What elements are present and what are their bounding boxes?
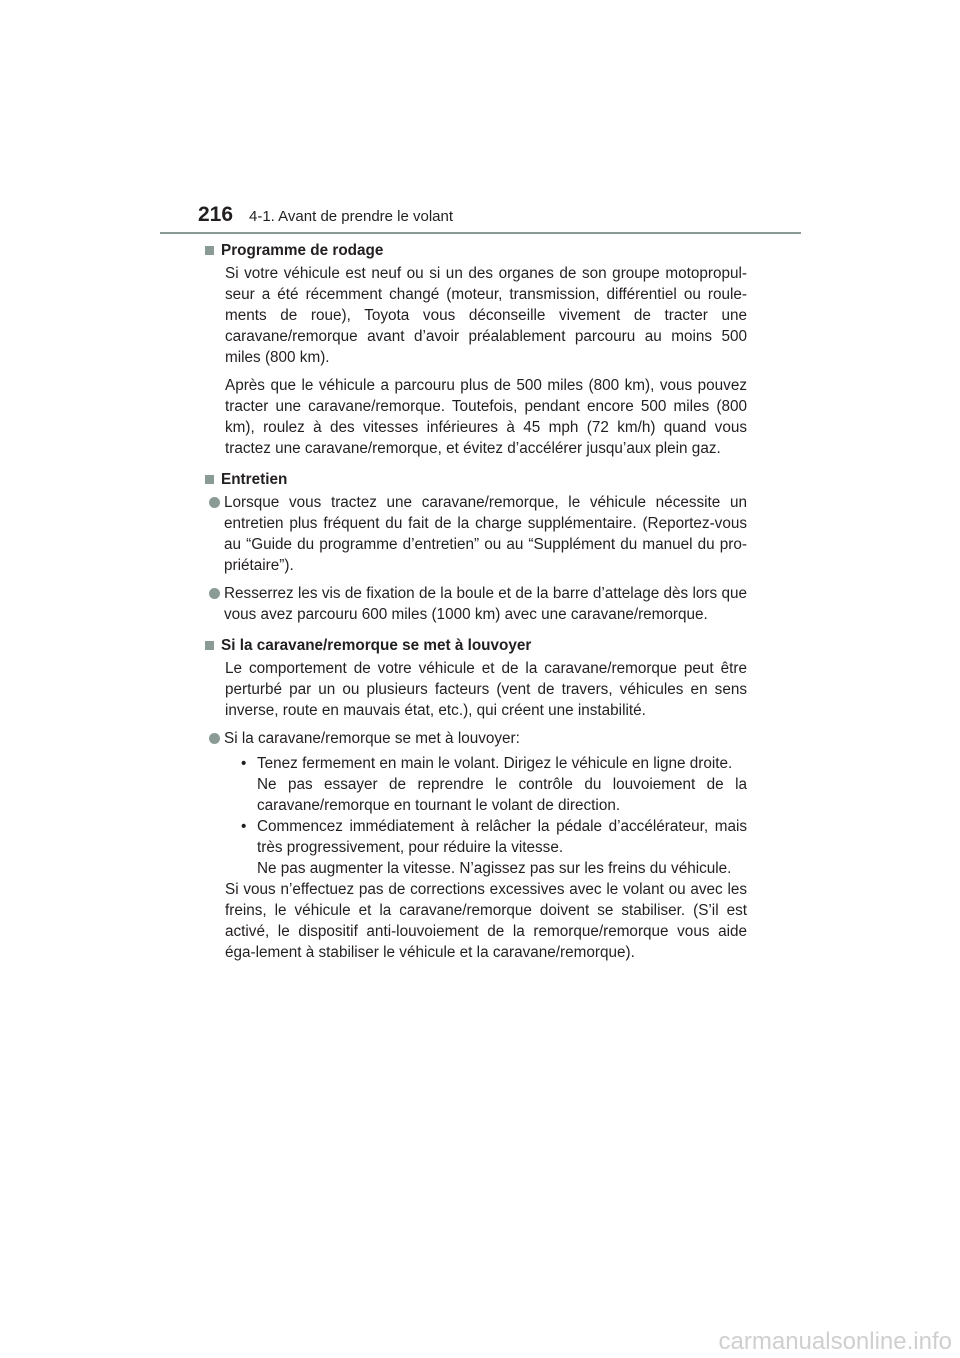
dot-bullet-icon: • [241,755,247,772]
section-heading-louvoyer [205,635,747,656]
circle-bullet-icon [209,733,220,744]
list-item [205,583,747,625]
page-number: 216 [198,203,234,226]
list-item-text: Si la caravane/remorque se met à louvoyer: [224,730,520,747]
sub-list-line: Commencez immédiatement à relâcher la pédale d’accélérateur, mais très progressivement, pour réduire la vitesse. [257,818,747,856]
watermark: carmanualsonline.info [718,1328,952,1355]
circle-bullet-icon [209,588,220,599]
sub-list-line: Ne pas essayer de reprendre le contrôle du louvoiement de la caravane/remorque en tournant le volant de direction. [257,776,747,814]
section-heading-rodage [205,240,747,261]
dot-bullet-icon: • [241,818,247,835]
section-heading-entretien [205,469,747,490]
section-title: 4-1. Avant de prendre le volant [249,208,454,225]
paragraph: Après que le véhicule a parcouru plus de 500 miles (800 km), vous pouvez tracter une caravane/remorque. Toutefois, pendant encore 500 miles (800 km), roulez à des vitesses inférieures à 45 mph (72 km/h) quand vous tractez une caravane/remorque, et évitez d’accélérer jusqu’aux plein gaz. [225,377,747,457]
paragraph: Le comportement de votre véhicule et de la caravane/remorque peut être perturbé par un ou plusieurs facteurs (vent de travers, véhicules en sens inverse, route en mauvais état, etc.), qui créent une instabilité. [225,660,747,719]
page-content [205,240,747,963]
paragraph: Si vous n’effectuez pas de corrections excessives avec le volant ou avec les freins, le véhicule et la caravane/remorque doivent se stabiliser. (S’il est activé, le dispositif anti-louvoiement de la remorque/remorque vous aide éga-lement à stabiliser le véhicule et la caravane/remorque). [225,881,747,961]
sub-list-item [241,816,747,879]
paragraph: Si votre véhicule est neuf ou si un des organes de son groupe motopropul-seur a été récemment changé (moteur, transmission, différentiel ou roule-ments de roue), Toyota vous déconseille vivement de tracter une caravane/remorque avant d’avoir préalablement parcouru au moins 500 miles (800 km). [225,265,747,366]
header-rule [160,232,801,234]
square-bullet-icon [205,641,214,650]
circle-bullet-icon [209,497,220,508]
list-item [205,728,747,749]
sub-list-line: Tenez fermement en main le volant. Dirigez le véhicule en ligne droite. [257,755,733,772]
list-item-text: Lorsque vous tractez une caravane/remorque, le véhicule nécessite un entretien plus fréquent du fait de la charge supplémentaire. (Reportez-vous au “Guide du programme d’entretien” ou au “Supplément du manuel du pro-priétaire”). [224,494,747,574]
heading-text: Programme de rodage [221,242,384,259]
square-bullet-icon [205,246,214,255]
list-item-text: Resserrez les vis de fixation de la boule et de la barre d’attelage dès lors que vous avez parcouru 600 miles (1000 km) avec une caravane/remorque. [224,585,747,623]
heading-text: Entretien [221,471,288,488]
heading-text: Si la caravane/remorque se met à louvoyer [221,637,532,654]
sub-list-line: Ne pas augmenter la vitesse. N’agissez pas sur les freins du véhicule. [257,860,732,877]
sub-list-item [241,753,747,816]
page-header [0,0,960,240]
square-bullet-icon [205,475,214,484]
list-item [205,492,747,576]
